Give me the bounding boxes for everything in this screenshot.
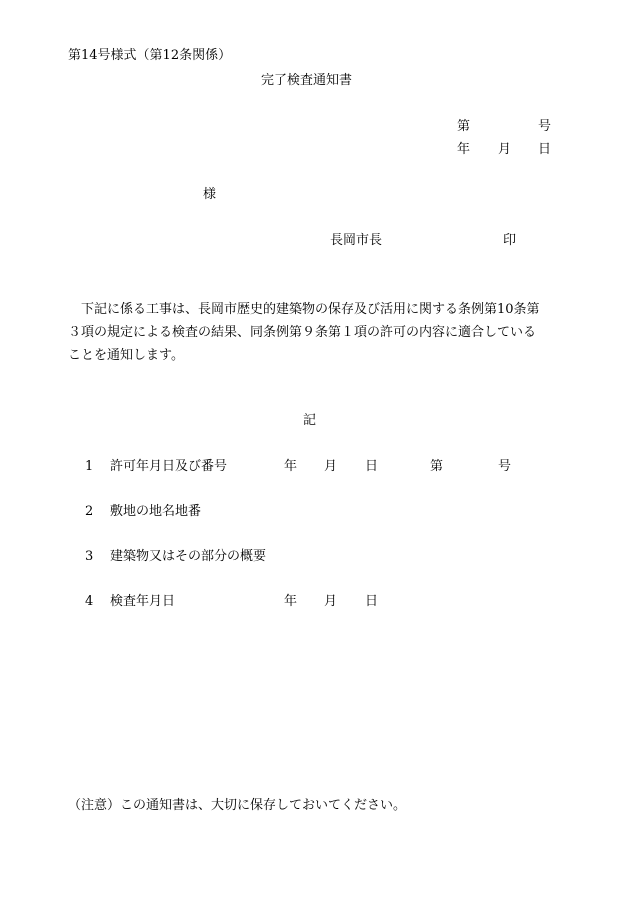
doc-number-go: 号 xyxy=(538,119,552,134)
item-go: 号 xyxy=(498,459,512,474)
item-label: 建築物又はその部分の概要 xyxy=(110,549,267,564)
item-number: 3 xyxy=(85,549,94,564)
body-line: ３項の規定による検査の結果、同条例第９条第１項の許可の内容に適合している xyxy=(68,325,537,340)
item-year: 年 xyxy=(284,594,298,609)
body-paragraph xyxy=(68,298,554,367)
item-number: 1 xyxy=(85,459,94,474)
item-month: 月 xyxy=(324,459,338,474)
item-number: 2 xyxy=(85,504,94,519)
form-number: 第14号様式（第12条関係） xyxy=(68,48,232,63)
doc-date-year: 年 xyxy=(457,142,471,157)
doc-number-dai: 第 xyxy=(457,119,471,134)
addressee-suffix: 様 xyxy=(203,187,217,202)
note: （注意）この通知書は、大切に保存しておいてください。 xyxy=(68,798,407,813)
item-year: 年 xyxy=(284,459,298,474)
body-line: ことを通知します。 xyxy=(68,348,184,363)
issuer-name: 長岡市長 xyxy=(330,233,383,248)
item-day: 日 xyxy=(365,594,379,609)
doc-date-day: 日 xyxy=(538,142,552,157)
doc-date-month: 月 xyxy=(498,142,512,157)
ki-heading: 記 xyxy=(303,413,317,428)
item-month: 月 xyxy=(324,594,338,609)
item-day: 日 xyxy=(365,459,379,474)
item-label: 許可年月日及び番号 xyxy=(110,459,228,474)
item-label: 敷地の地名地番 xyxy=(110,504,202,519)
body-line: 下記に係る工事は、長岡市歴史的建築物の保存及び活用に関する条例第10条第 xyxy=(81,302,540,317)
item-number: 4 xyxy=(85,594,94,609)
document-title: 完了検査通知書 xyxy=(261,73,353,88)
item-dai: 第 xyxy=(430,459,444,474)
issuer-seal: 印 xyxy=(503,233,517,248)
item-label: 検査年月日 xyxy=(110,594,176,609)
